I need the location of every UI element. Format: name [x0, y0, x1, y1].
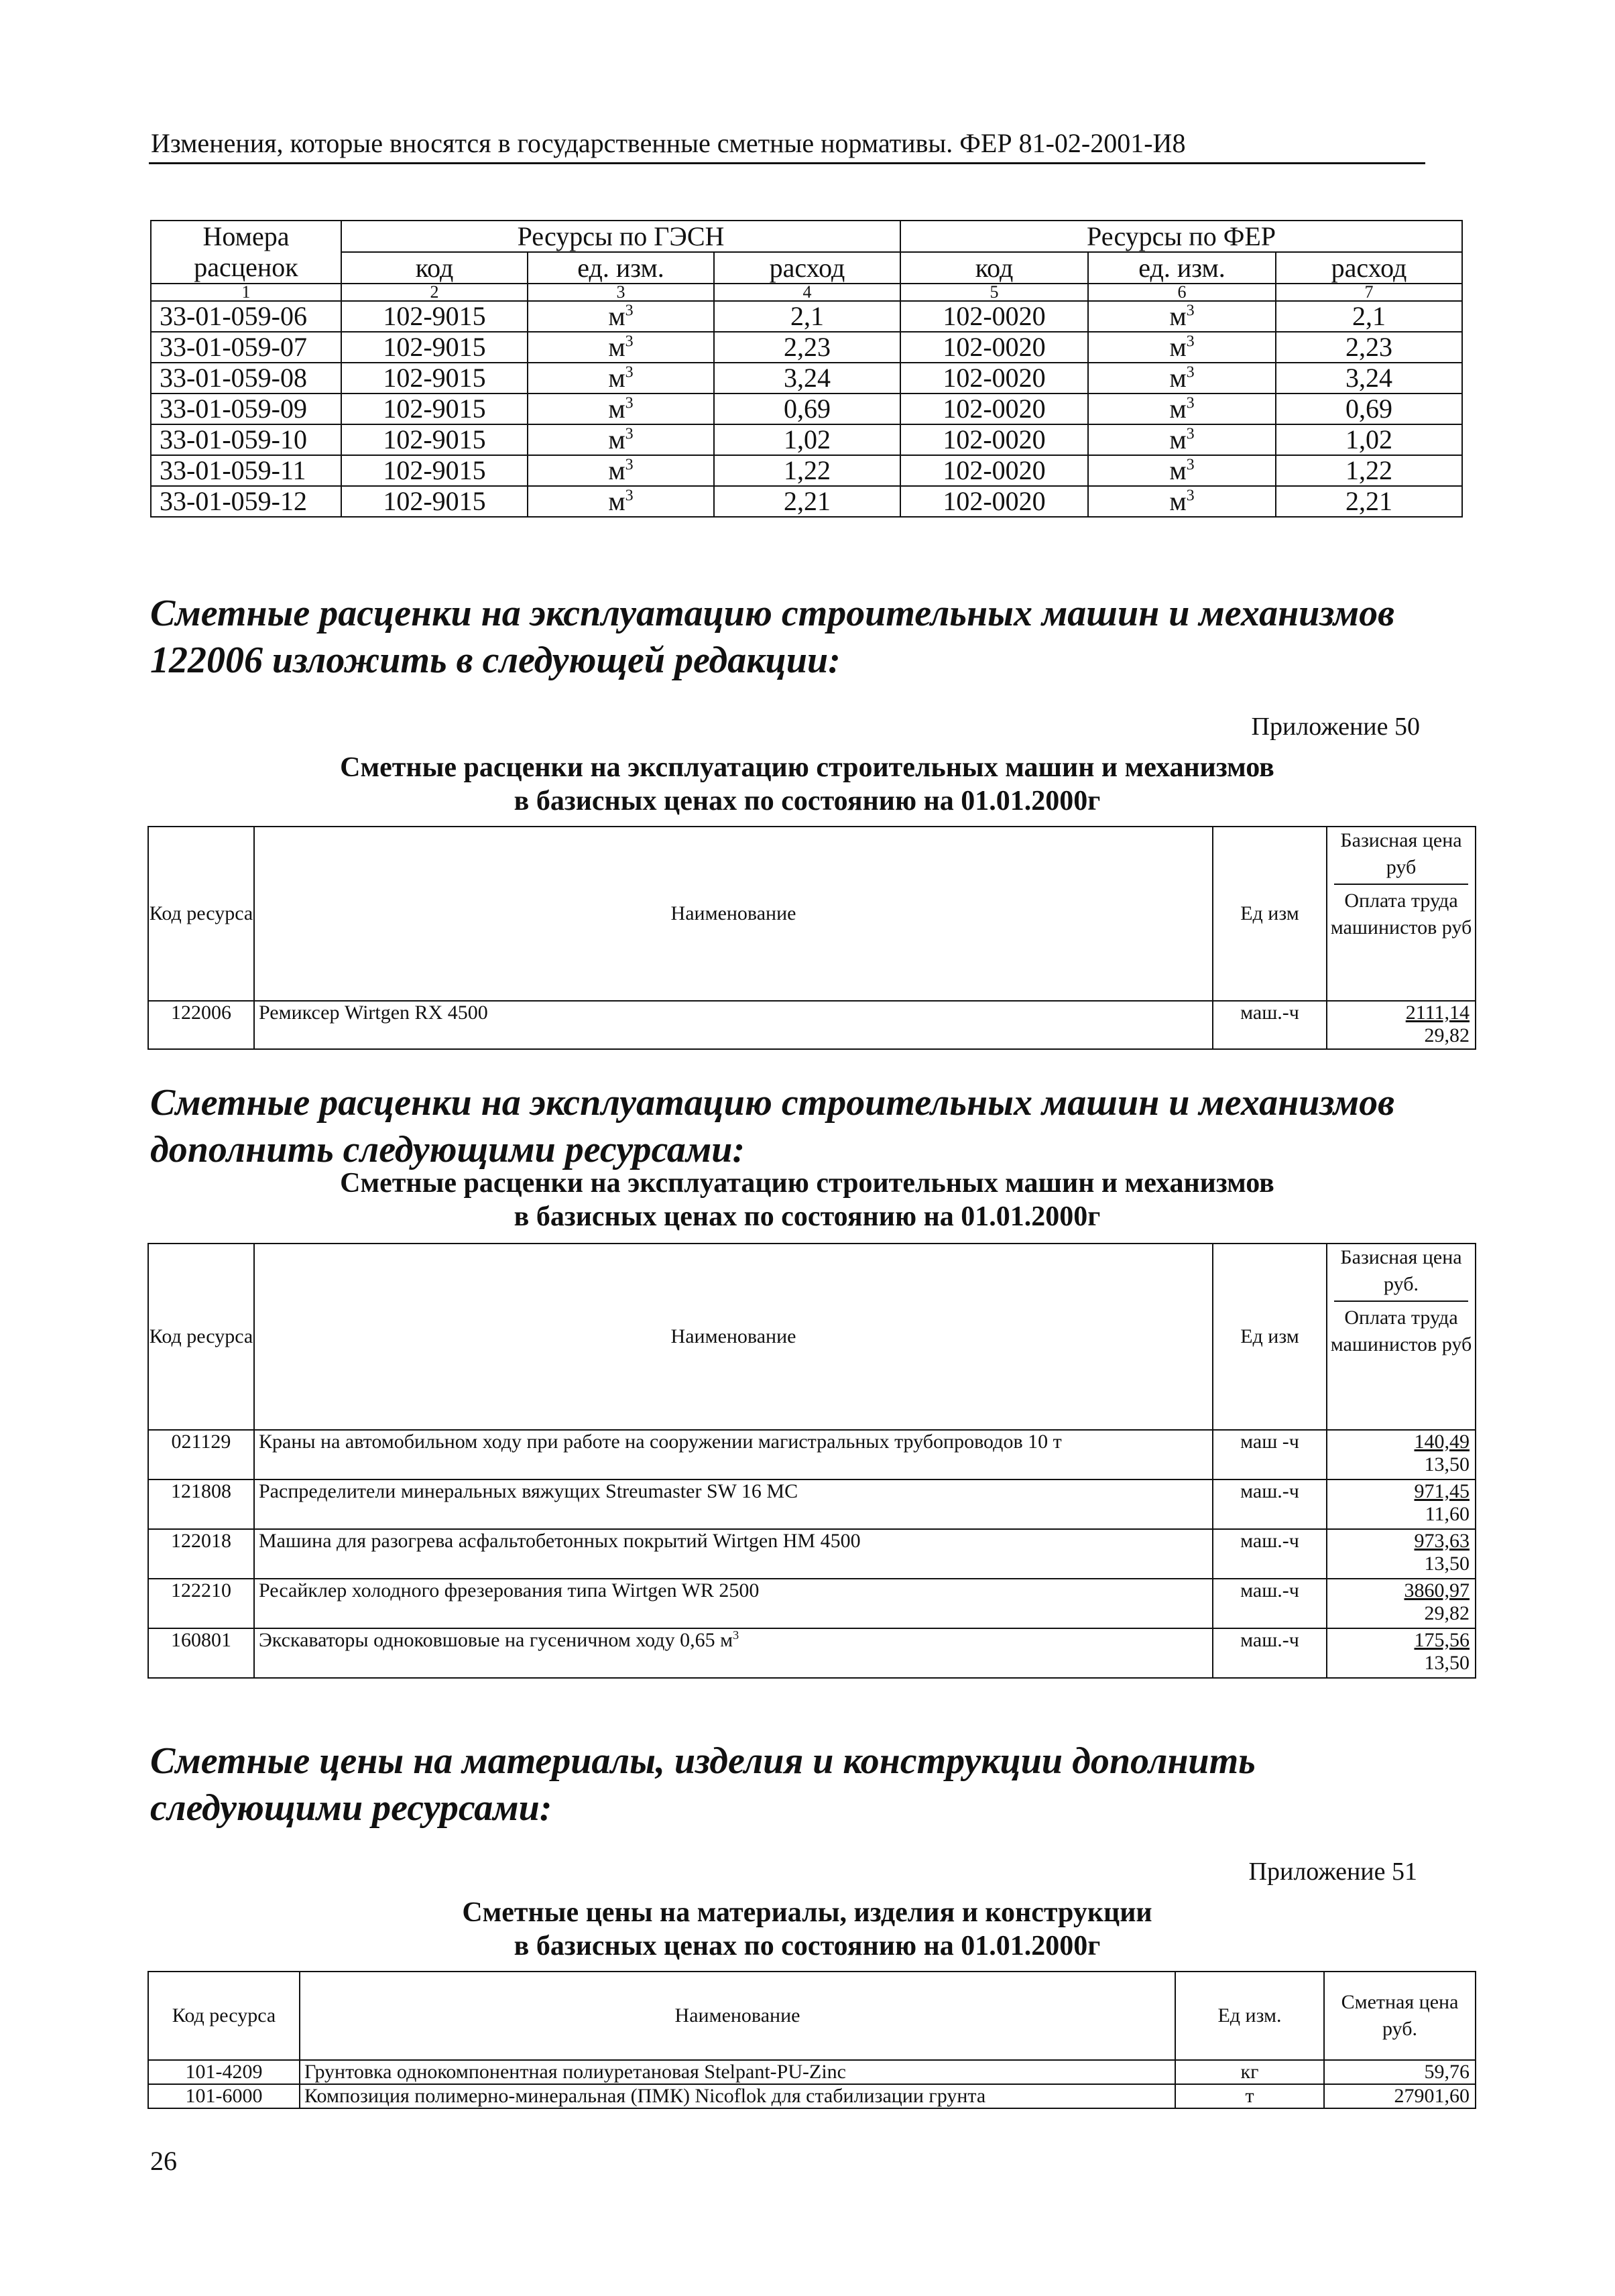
cell-value: 102-0020 — [943, 486, 1046, 516]
title-line: в базисных ценах по состоянию на 01.01.2000г — [514, 1931, 1101, 1961]
table-cell — [341, 301, 528, 332]
table-cell — [528, 394, 714, 424]
col-resource-code: Код ресурса — [148, 1972, 300, 2060]
table-cell — [1088, 486, 1276, 517]
materials-table-title — [150, 1896, 1464, 1963]
table-row — [151, 424, 1462, 455]
resource-code: 101-6000 — [148, 2084, 300, 2108]
cell-value: 102-0020 — [943, 332, 1046, 362]
resource-name-text: Краны на автомобильном ходу при работе на сооружении магистральных трубопроводов 10 т — [259, 1431, 1062, 1453]
cell-value: 3,24 — [1345, 363, 1392, 393]
cell-value: 102-9015 — [383, 394, 486, 424]
cell-value: м — [1169, 424, 1187, 455]
resource-name-text: Распределители минеральных вяжущих Streumaster SW 16 MC — [259, 1480, 798, 1502]
table-cell — [341, 455, 528, 486]
section-heading-1-line2: 122006 изложить в следующей редакции: — [150, 640, 841, 681]
resource-code: 122006 — [148, 1001, 254, 1049]
col-fer-code: код — [900, 252, 1088, 284]
table-row — [151, 455, 1462, 486]
cell-value: 102-0020 — [943, 455, 1046, 485]
col-fer-qty: расход — [1276, 252, 1462, 284]
table-cell — [151, 394, 341, 424]
header-rule — [149, 162, 1425, 164]
table-cell — [900, 424, 1088, 455]
resource-name: Композиция полимерно-минеральная (ПМК) Nicoflok для стабилизации грунта — [300, 2084, 1175, 2108]
unit-exponent: 3 — [625, 456, 634, 474]
operator-wage: 29,82 — [1424, 1024, 1470, 1046]
resource-unit: маш.-ч — [1213, 1579, 1327, 1628]
table-cell — [714, 301, 900, 332]
cell-value: 33-01-059-12 — [160, 486, 307, 516]
table-cell — [528, 424, 714, 455]
cell-value: м — [1169, 486, 1187, 516]
resource-code: 122210 — [148, 1579, 254, 1628]
table-cell — [151, 486, 341, 517]
cell-value: м — [1169, 394, 1187, 424]
table-cell — [528, 486, 714, 517]
section-heading-3 — [150, 1738, 1457, 1831]
resource-unit: кг — [1175, 2060, 1324, 2084]
table-row — [148, 1529, 1476, 1579]
table-cell — [1276, 301, 1462, 332]
cell-value: м — [608, 301, 625, 331]
unit-exponent: 3 — [1186, 302, 1195, 320]
unit-exponent: 3 — [625, 333, 634, 351]
cell-value: 102-9015 — [383, 363, 486, 393]
col-num: 6 — [1088, 284, 1276, 301]
table-cell — [528, 332, 714, 363]
table-cell — [528, 363, 714, 394]
col-rate-numbers: Номера расценок — [151, 221, 341, 284]
table-cell — [714, 394, 900, 424]
table-cell — [151, 455, 341, 486]
table-row — [148, 1001, 1476, 1049]
table-cell — [341, 424, 528, 455]
section-heading-3-line2: следующими ресурсами: — [150, 1787, 552, 1829]
table-cell — [900, 455, 1088, 486]
table-cell — [900, 301, 1088, 332]
cell-value: 33-01-059-09 — [160, 394, 307, 424]
cell-value: 2,1 — [790, 301, 824, 331]
running-header: Изменения, которые вносятся в государственные сметные нормативы. ФЕР 81-02-2001-И8 — [151, 128, 1186, 158]
table-cell — [341, 363, 528, 394]
table-cell — [151, 332, 341, 363]
table-cell — [528, 455, 714, 486]
cell-value: 1,02 — [784, 424, 831, 455]
machines-table-title-1 — [150, 751, 1464, 818]
cell-value: 2,23 — [784, 332, 831, 362]
operator-wage: 13,50 — [1424, 1453, 1470, 1475]
table-cell — [1088, 455, 1276, 486]
price-wage-divider — [1334, 884, 1468, 885]
unit-exponent: 3 — [733, 1628, 739, 1642]
resource-name: Грунтовка однокомпонентная полиуретановая Stelpant-PU-Zinc — [300, 2060, 1175, 2084]
table-cell — [714, 363, 900, 394]
resource-prices — [1327, 1579, 1476, 1628]
cell-value: 1,02 — [1345, 424, 1392, 455]
machines-table-1 — [147, 826, 1476, 1050]
resource-name — [254, 1001, 1213, 1049]
col-unit: Ед изм — [1213, 1244, 1327, 1430]
col-resource-code: Код ресурса — [148, 827, 254, 1001]
col-num: 1 — [151, 284, 341, 301]
cell-value: м — [608, 486, 625, 516]
cell-value: 102-0020 — [943, 424, 1046, 455]
col-name: Наименование — [254, 1244, 1213, 1430]
base-price: 2111,14 — [1405, 1002, 1470, 1024]
table-cell — [1276, 363, 1462, 394]
resource-code: 101-4209 — [148, 2060, 300, 2084]
unit-exponent: 3 — [625, 363, 634, 381]
wage-header: Оплата труда машинистов руб — [1330, 1307, 1472, 1355]
resource-price: 59,76 — [1324, 2060, 1476, 2084]
resource-prices — [1327, 1430, 1476, 1479]
cell-value: 102-0020 — [943, 301, 1046, 331]
title-line: Сметные цены на материалы, изделия и конструкции — [462, 1897, 1152, 1928]
resource-unit: маш -ч — [1213, 1430, 1327, 1479]
base-price: 973,63 — [1414, 1530, 1470, 1552]
table-cell — [1088, 424, 1276, 455]
table-cell — [528, 301, 714, 332]
appendix-50-label: Приложение 50 — [1251, 713, 1420, 741]
table-cell — [900, 394, 1088, 424]
unit-exponent: 3 — [1186, 425, 1195, 443]
table-cell — [714, 332, 900, 363]
col-num: 2 — [341, 284, 528, 301]
title-line: Сметные расценки на эксплуатацию строительных машин и механизмов — [340, 1168, 1274, 1199]
operator-wage: 13,50 — [1424, 1553, 1470, 1575]
resource-code: 160801 — [148, 1628, 254, 1678]
col-resource-code: Код ресурса — [148, 1244, 254, 1430]
cell-value: 33-01-059-10 — [160, 424, 307, 455]
col-gesn-resources: Ресурсы по ГЭСН — [341, 221, 900, 252]
cell-value: м — [1169, 363, 1187, 393]
cell-value: 102-9015 — [383, 332, 486, 362]
cell-value: м — [1169, 332, 1187, 362]
table-cell — [341, 486, 528, 517]
section-heading-1-line1: Сметные расценки на эксплуатацию строительных машин и механизмов — [150, 593, 1395, 634]
unit-exponent: 3 — [1186, 487, 1195, 505]
table-cell — [1276, 455, 1462, 486]
title-line: в базисных ценах по состоянию на 01.01.2000г — [514, 786, 1101, 817]
resource-name-text: Ремиксер Wirtgen RX 4500 — [259, 1002, 488, 1024]
cell-value: м — [1169, 455, 1187, 485]
section-heading-2-line1: Сметные расценки на эксплуатацию строительных машин и механизмов — [150, 1082, 1395, 1124]
resource-code: 122018 — [148, 1529, 254, 1579]
table-cell — [714, 486, 900, 517]
cell-value: 102-9015 — [383, 455, 486, 485]
resource-prices — [1327, 1529, 1476, 1579]
resource-name — [254, 1479, 1213, 1529]
price-header: Базисная цена руб — [1340, 829, 1462, 878]
section-heading-3-line1: Сметные цены на материалы, изделия и конструкции дополнить — [150, 1740, 1256, 1782]
title-line: в базисных ценах по состоянию на 01.01.2000г — [514, 1201, 1101, 1232]
table-cell — [900, 486, 1088, 517]
unit-exponent: 3 — [1186, 333, 1195, 351]
resource-name — [254, 1579, 1213, 1628]
col-gesn-qty: расход — [714, 252, 900, 284]
section-heading-2-line2: дополнить следующими ресурсами: — [150, 1129, 745, 1170]
resource-unit: маш.-ч — [1213, 1628, 1327, 1678]
resource-name — [254, 1628, 1213, 1678]
cell-value: 2,1 — [1352, 301, 1386, 331]
table-row — [148, 1479, 1476, 1529]
unit-exponent: 3 — [625, 487, 634, 505]
unit-exponent: 3 — [1186, 394, 1195, 412]
section-heading-1 — [150, 590, 1457, 684]
base-price: 3860,97 — [1404, 1579, 1470, 1602]
materials-table — [147, 1971, 1476, 2109]
cell-value: 102-0020 — [943, 394, 1046, 424]
col-gesn-code: код — [341, 252, 528, 284]
unit-exponent: 3 — [625, 302, 634, 320]
col-num: 3 — [528, 284, 714, 301]
cell-value: 3,24 — [784, 363, 831, 393]
col-fer-resources: Ресурсы по ФЕР — [900, 221, 1462, 252]
table-cell — [341, 332, 528, 363]
cell-value: м — [608, 394, 625, 424]
machines-table-title-2 — [150, 1166, 1464, 1233]
wage-header: Оплата труда машинистов руб — [1330, 890, 1472, 939]
unit-exponent: 3 — [625, 425, 634, 443]
resource-code: 121808 — [148, 1479, 254, 1529]
table-row — [151, 394, 1462, 424]
cell-value: 2,21 — [1345, 486, 1392, 516]
resource-name-text: Ресайклер холодного фрезерования типа Wirtgen WR 2500 — [259, 1579, 760, 1602]
resource-prices — [1327, 1001, 1476, 1049]
unit-exponent: 3 — [1186, 363, 1195, 381]
resource-unit: т — [1175, 2084, 1324, 2108]
operator-wage: 11,60 — [1425, 1503, 1470, 1525]
cell-value: м — [608, 332, 625, 362]
table-cell — [1088, 301, 1276, 332]
resource-unit: маш.-ч — [1213, 1479, 1327, 1529]
col-name: Наименование — [300, 1972, 1175, 2060]
price-header: Базисная цена руб. — [1340, 1246, 1462, 1295]
col-num: 7 — [1276, 284, 1462, 301]
resource-unit: маш.-ч — [1213, 1001, 1327, 1049]
operator-wage: 29,82 — [1424, 1602, 1470, 1624]
resource-name — [254, 1529, 1213, 1579]
table-row — [148, 2084, 1476, 2108]
resource-name-text: Экскаваторы одноковшовые на гусеничном ходу 0,65 м — [259, 1629, 733, 1651]
cell-value: м — [608, 455, 625, 485]
cell-value: 0,69 — [784, 394, 831, 424]
cell-value: 102-9015 — [383, 424, 486, 455]
machines-table-2 — [147, 1243, 1476, 1679]
cell-value: 33-01-059-07 — [160, 332, 307, 362]
table-cell — [900, 363, 1088, 394]
table-row — [151, 486, 1462, 517]
table-cell — [1276, 424, 1462, 455]
table-row — [148, 1579, 1476, 1628]
cell-value: 102-0020 — [943, 363, 1046, 393]
table-cell — [900, 332, 1088, 363]
table-cell — [1276, 394, 1462, 424]
table-cell — [1088, 332, 1276, 363]
resource-prices — [1327, 1479, 1476, 1529]
col-unit: Ед изм — [1213, 827, 1327, 1001]
col-gesn-unit: ед. изм. — [528, 252, 714, 284]
col-price — [1327, 1244, 1476, 1430]
section-heading-2 — [150, 1079, 1457, 1173]
table-cell — [1276, 486, 1462, 517]
table-cell — [151, 424, 341, 455]
table-cell — [1088, 363, 1276, 394]
table-cell — [714, 455, 900, 486]
operator-wage: 13,50 — [1424, 1652, 1470, 1674]
resource-prices — [1327, 1628, 1476, 1678]
resource-name — [254, 1430, 1213, 1479]
cell-value: м — [1169, 301, 1187, 331]
resource-code: 021129 — [148, 1430, 254, 1479]
unit-exponent: 3 — [1186, 456, 1195, 474]
table-cell — [151, 301, 341, 332]
title-line: Сметные расценки на эксплуатацию строительных машин и механизмов — [340, 752, 1274, 783]
cell-value: 2,21 — [784, 486, 831, 516]
col-num: 4 — [714, 284, 900, 301]
cell-value: 102-9015 — [383, 486, 486, 516]
table-cell — [341, 394, 528, 424]
table-row — [148, 1628, 1476, 1678]
cell-value: 102-9015 — [383, 301, 486, 331]
table-row — [148, 2060, 1476, 2084]
base-price: 140,49 — [1414, 1431, 1470, 1453]
cell-value: 33-01-059-06 — [160, 301, 307, 331]
cell-value: 0,69 — [1345, 394, 1392, 424]
table-cell — [1088, 394, 1276, 424]
resource-unit: маш.-ч — [1213, 1529, 1327, 1579]
unit-exponent: 3 — [625, 394, 634, 412]
column-numbers-row — [151, 284, 1462, 301]
price-wage-divider — [1334, 1301, 1468, 1302]
table-cell — [1276, 332, 1462, 363]
resources-mapping-table — [150, 220, 1463, 518]
cell-value: 1,22 — [784, 455, 831, 485]
col-num: 5 — [900, 284, 1088, 301]
cell-value: 33-01-059-08 — [160, 363, 307, 393]
table-row — [148, 1430, 1476, 1479]
col-name: Наименование — [254, 827, 1213, 1001]
resource-price: 27901,60 — [1324, 2084, 1476, 2108]
cell-value: 1,22 — [1345, 455, 1392, 485]
appendix-51-label: Приложение 51 — [1248, 1858, 1417, 1886]
col-price: Сметная цена руб. — [1324, 1972, 1476, 2060]
resource-name-text: Машина для разогрева асфальтобетонных покрытий Wirtgen HM 4500 — [259, 1530, 861, 1552]
col-fer-unit: ед. изм. — [1088, 252, 1276, 284]
col-unit: Ед изм. — [1175, 1972, 1324, 2060]
table-cell — [714, 424, 900, 455]
base-price: 175,56 — [1414, 1629, 1470, 1651]
table-row — [151, 301, 1462, 332]
cell-value: 2,23 — [1345, 332, 1392, 362]
page-number: 26 — [150, 2146, 177, 2176]
table-row — [151, 332, 1462, 363]
table-row — [151, 363, 1462, 394]
cell-value: м — [608, 363, 625, 393]
cell-value: м — [608, 424, 625, 455]
base-price: 971,45 — [1414, 1480, 1470, 1502]
table-cell — [151, 363, 341, 394]
cell-value: 33-01-059-11 — [160, 455, 306, 485]
col-price — [1327, 827, 1476, 1001]
